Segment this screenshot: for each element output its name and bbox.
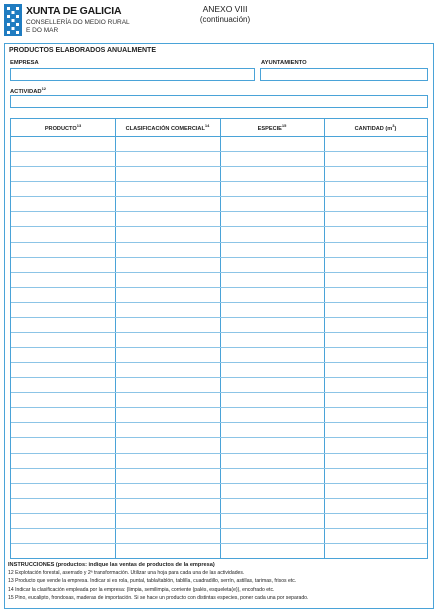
section-title: PRODUCTOS ELABORADOS ANUALMENTE [9, 47, 157, 54]
table-row[interactable] [11, 483, 427, 484]
table-row[interactable] [11, 407, 427, 408]
galicia-emblem-icon [4, 4, 22, 36]
column-header-especie-label: ESPECIE [257, 125, 282, 132]
logo-subtitle-line-2: E DO MAR [26, 27, 59, 34]
empresa-field[interactable] [10, 68, 255, 81]
xunta-logo [4, 4, 164, 40]
column-divider [324, 119, 325, 558]
column-header-producto-label: PRODUCTO [44, 125, 77, 132]
logo-subtitle-line-1: CONSELLERÍA DO MEDIO RURAL [26, 19, 130, 26]
table-row[interactable] [11, 468, 427, 469]
table-row[interactable] [11, 513, 427, 514]
column-divider [220, 119, 221, 558]
column-divider [115, 119, 116, 558]
table-row[interactable] [11, 226, 427, 227]
table-row[interactable] [11, 528, 427, 529]
actividad-note: 12 [41, 86, 47, 91]
table-row[interactable] [11, 272, 427, 273]
column-header-cantidad-label: CANTIDAD (m [354, 125, 393, 132]
column-header-especie [220, 123, 324, 132]
column-header-producto [11, 123, 115, 132]
table-row[interactable] [11, 151, 427, 152]
table-row[interactable] [11, 362, 427, 363]
column-header-cantidad [324, 123, 427, 132]
products-table [10, 118, 428, 559]
table-row[interactable] [11, 181, 427, 182]
instruction-line: 15 Pino, eucalipto, frondosas, maderas de importación. Si se hace un producto con distintas especies, poner cada una por separado. [8, 594, 309, 601]
annex-subtitle: (continuación) [199, 15, 251, 24]
empresa-label: EMPRESA [10, 60, 39, 66]
table-row[interactable] [11, 302, 427, 303]
instruction-line: 12 Explotación forestal, aserrado y 2ª transformación. Utilizar una hoja para cada una de las actividades. [8, 570, 245, 577]
table-row[interactable] [11, 422, 427, 423]
column-header-clasificacion-note: 14 [204, 123, 210, 128]
table-row[interactable] [11, 242, 427, 243]
logo-subtitle [26, 19, 156, 35]
actividad-label-text: ACTIVIDAD [10, 88, 42, 95]
table-header-separator [11, 136, 427, 137]
column-header-especie-note: 15 [281, 123, 287, 128]
table-row[interactable] [11, 287, 427, 288]
instructions-title: INSTRUCCIONES (productos: indique las ventas de productos de la empresa) [8, 562, 215, 568]
table-row[interactable] [11, 347, 427, 348]
annex-title: ANEXO VIII [202, 4, 248, 14]
table-row[interactable] [11, 543, 427, 544]
actividad-field[interactable] [10, 95, 428, 108]
table-row[interactable] [11, 332, 427, 333]
instructions [8, 561, 432, 602]
annex-header [180, 4, 270, 24]
column-header-clasificacion-label: CLASIFICACIÓN COMERCIAL [125, 125, 205, 132]
table-row[interactable] [11, 211, 427, 212]
ayuntamiento-label: AYUNTAMIENTO [261, 60, 307, 66]
instruction-line: 14 Indicar la clasificación empleada por la empresa: (limpia, semilimpia, corriente (palés, esqueleta(e)), encofrado etc. [8, 586, 275, 593]
ayuntamiento-field[interactable] [260, 68, 428, 81]
logo-title: XUNTA DE GALICIA [26, 5, 122, 17]
table-row[interactable] [11, 437, 427, 438]
table-row[interactable] [11, 392, 427, 393]
column-header-clasificacion [115, 123, 220, 132]
table-row[interactable] [11, 317, 427, 318]
actividad-label [10, 86, 46, 95]
table-row[interactable] [11, 377, 427, 378]
column-header-cantidad-note: 3 [392, 123, 395, 128]
table-row[interactable] [11, 453, 427, 454]
column-header-producto-note: 13 [76, 123, 82, 128]
table-row[interactable] [11, 257, 427, 258]
table-row[interactable] [11, 498, 427, 499]
table-row[interactable] [11, 196, 427, 197]
column-header-cantidad-suffix: ) [394, 125, 397, 132]
table-row[interactable] [11, 166, 427, 167]
instruction-line: 13 Producto que vende la empresa. Indicar si es rola, puntal, tabla/tablón, tablilla, cuadradillo, serrín, astillas, tarimas, frisos etc. [8, 578, 297, 585]
